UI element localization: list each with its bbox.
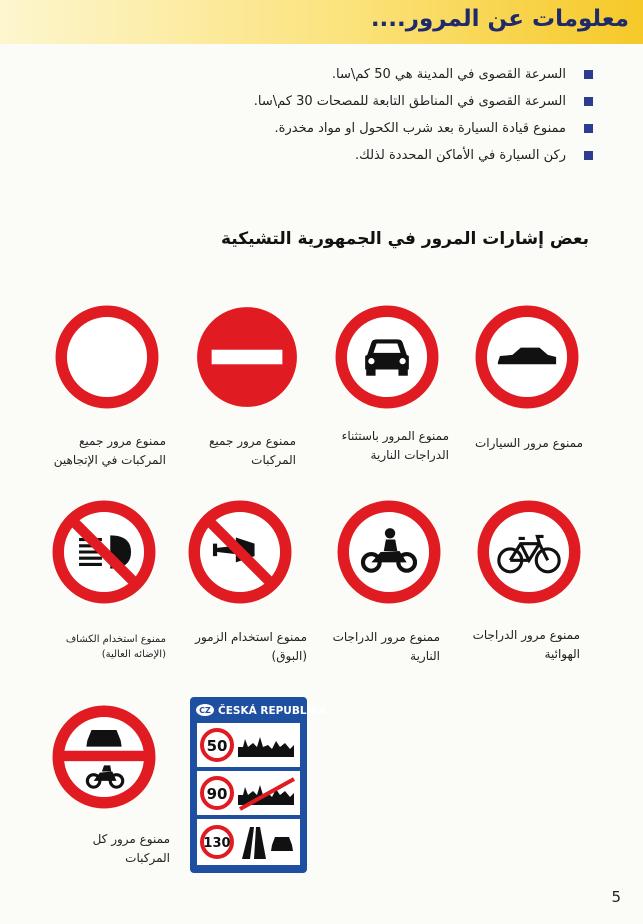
car-icon <box>271 837 293 851</box>
section-title: بعض إشارات المرور في الجمهورية التشيكية <box>221 229 589 249</box>
sign-caption: ممنوع مرور جميع المركبات في الإتجاهين <box>53 434 166 467</box>
list-item: ممنوع قيادة السيارة بعد شرب الكحول او مواد مخدرة. <box>73 120 593 147</box>
no-high-beam-sign-icon <box>52 500 156 604</box>
sign-caption: ممنوع استخدام الزمور (البوق) <box>195 630 307 663</box>
sign-caption: ممنوع مرور السيارات <box>474 436 583 450</box>
bullet-square-icon <box>584 124 593 133</box>
no-cars-sign-icon <box>475 305 579 409</box>
sign-caption: ممنوع المرور باستثناء الدراجات النارية <box>341 429 449 462</box>
no-motor-vehicles-sign-icon <box>52 705 156 809</box>
speed-limit-motorway: 130 <box>203 836 231 851</box>
no-entry-sign-icon <box>195 305 299 409</box>
sign-caption: ممنوع استخدام الكشاف (الإضائه العالية) <box>65 634 166 660</box>
list-item: السرعة القصوى في المناطق التابعة للمصحات 30 كم\سا. <box>73 93 593 120</box>
sign-caption: ممنوع مرور جميع المركبات <box>209 434 296 467</box>
sign-caption: ممنوع مرور الدراجات الهوائية <box>472 628 580 661</box>
cz-badge: CZ <box>199 706 211 715</box>
page-title: معلومات عن المرور.... <box>370 6 629 32</box>
speed-limit-town: 50 <box>206 737 228 755</box>
page-number: 5 <box>611 888 621 906</box>
no-horn-sign-icon <box>188 500 292 604</box>
no-motorcycles-sign-icon <box>337 500 441 604</box>
no-motor-vehicles-except-motorcycles-sign-icon <box>335 305 439 409</box>
speed-limit-outside-town: 90 <box>206 785 228 803</box>
list-item: ركن السيارة في الأماكن المحددة لذلك. <box>73 147 593 174</box>
sign-caption: ممنوع مرور كل المركبات <box>92 832 170 865</box>
bullet-square-icon <box>584 97 593 106</box>
czech-speed-limits-sign <box>190 697 327 877</box>
list-item: السرعة القصوى في المدينة هي 50 كم\سا. <box>73 66 593 93</box>
bullet-square-icon <box>584 151 593 160</box>
sign-caption: ممنوع مرور الدراجات النارية <box>332 630 440 663</box>
page-header <box>0 0 643 44</box>
info-bullet-list <box>73 66 593 174</box>
no-bicycles-sign-icon <box>477 500 581 604</box>
cz-sign-title: ČESKÁ REPUBLIKA <box>218 705 327 717</box>
no-vehicles-both-directions-sign-icon <box>55 305 159 409</box>
bullet-square-icon <box>584 70 593 79</box>
